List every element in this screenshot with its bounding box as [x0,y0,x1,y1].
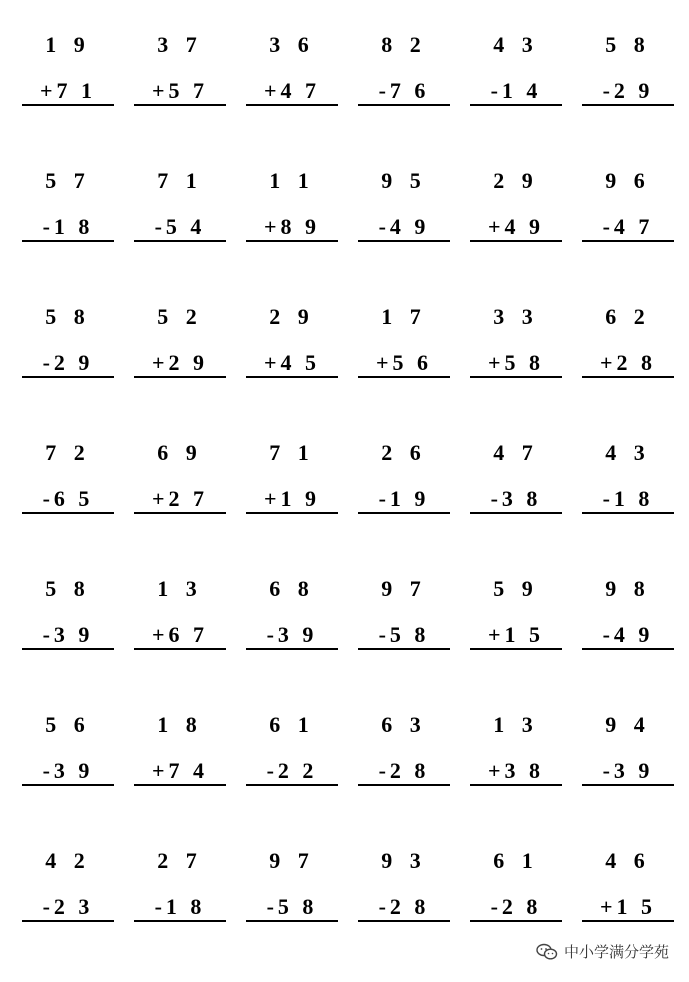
problem-top-number: 1 9 [45,32,91,57]
problem [470,28,562,118]
problem-top-number: 2 6 [381,440,427,465]
problem-operation: +1 9 [246,486,338,514]
problem [246,844,338,934]
problem [470,708,562,798]
problem-top-number: 9 7 [269,848,315,873]
problem-operation: +4 7 [246,78,338,106]
watermark-text: 中小学满分学苑 [563,943,669,961]
problem-top-number: 5 8 [45,304,91,329]
problem-top-number: 9 5 [381,168,427,193]
problem-top-number: 1 8 [157,712,203,737]
problem-top-number: 3 3 [493,304,539,329]
problem-top-number: 5 6 [45,712,91,737]
problem-top-number: 3 7 [157,32,203,57]
problem-top-number: 2 9 [493,168,539,193]
problem-top-number: 1 1 [269,168,315,193]
problem-operation: -1 8 [134,894,226,922]
problem [22,572,114,662]
problem-operation: -5 8 [246,894,338,922]
problem-operation: -3 9 [582,758,674,786]
problem-operation: +1 5 [582,894,674,922]
problem [358,844,450,934]
problem-top-number: 4 2 [45,848,91,873]
problem-operation: -3 9 [22,622,114,650]
problem-top-number: 8 2 [381,32,427,57]
problem-top-number: 5 9 [493,576,539,601]
problem-top-number: 1 7 [381,304,427,329]
problem-top-number: 6 3 [381,712,427,737]
problem [246,28,338,118]
problem [246,708,338,798]
problem-top-number: 6 2 [605,304,651,329]
problem [582,164,674,254]
problem-top-number: 9 8 [605,576,651,601]
problem-operation: -1 4 [470,78,562,106]
problem-top-number: 6 1 [269,712,315,737]
problem-operation: +2 8 [582,350,674,378]
problem [470,164,562,254]
problem-top-number: 3 6 [269,32,315,57]
problem [22,436,114,526]
problem-operation: -2 8 [358,894,450,922]
problem [358,708,450,798]
problem-operation: +1 5 [470,622,562,650]
problem-top-number: 9 3 [381,848,427,873]
problem [246,436,338,526]
problem-operation: +5 7 [134,78,226,106]
problem-top-number: 7 1 [157,168,203,193]
problem-operation: -2 8 [470,894,562,922]
problem [134,572,226,662]
problem-operation: -4 9 [358,214,450,242]
problem-top-number: 7 1 [269,440,315,465]
problem-operation: +3 8 [470,758,562,786]
worksheet-grid [22,28,672,980]
problem-operation: -7 6 [358,78,450,106]
problem-top-number: 4 6 [605,848,651,873]
problem-top-number: 1 3 [493,712,539,737]
problem-operation: +2 7 [134,486,226,514]
problem-operation: +8 9 [246,214,338,242]
problem-operation: -2 8 [358,758,450,786]
watermark [536,941,669,962]
problem-operation: -4 7 [582,214,674,242]
problem [22,164,114,254]
problem [246,164,338,254]
problem-top-number: 6 1 [493,848,539,873]
problem [358,436,450,526]
problem-top-number: 9 7 [381,576,427,601]
problem-operation: +6 7 [134,622,226,650]
problem-operation: -2 2 [246,758,338,786]
problem-top-number: 5 2 [157,304,203,329]
problem [470,572,562,662]
problem-row [22,708,672,844]
problem [246,300,338,390]
problem [358,572,450,662]
problem [582,28,674,118]
problem [358,300,450,390]
problem [358,28,450,118]
problem-operation: -5 8 [358,622,450,650]
problem-operation: -1 8 [582,486,674,514]
problem-operation: +4 9 [470,214,562,242]
problem-operation: +5 8 [470,350,562,378]
problem-operation: +7 1 [22,78,114,106]
problem [582,844,674,934]
problem-top-number: 1 3 [157,576,203,601]
problem [134,300,226,390]
problem-operation: -1 9 [358,486,450,514]
problem-top-number: 9 6 [605,168,651,193]
problem [134,844,226,934]
problem [470,300,562,390]
problem [134,436,226,526]
problem-top-number: 2 7 [157,848,203,873]
problem [22,300,114,390]
problem [22,844,114,934]
problem-operation: +7 4 [134,758,226,786]
problem [22,708,114,798]
problem [582,572,674,662]
problem-row [22,572,672,708]
problem-top-number: 5 8 [45,576,91,601]
problem [134,708,226,798]
problem-operation: -6 5 [22,486,114,514]
problem [582,300,674,390]
problem [470,844,562,934]
problem-operation: -2 3 [22,894,114,922]
problem-top-number: 4 3 [605,440,651,465]
problem-operation: -1 8 [22,214,114,242]
problem-top-number: 4 7 [493,440,539,465]
problem [134,164,226,254]
problem-operation: -3 8 [470,486,562,514]
problem [582,708,674,798]
problem-top-number: 2 9 [269,304,315,329]
problem-top-number: 6 8 [269,576,315,601]
problem [470,436,562,526]
problem-row [22,28,672,164]
problem-operation: +4 5 [246,350,338,378]
problem [22,28,114,118]
problem-top-number: 5 7 [45,168,91,193]
problem [582,436,674,526]
problem-row [22,300,672,436]
wechat-icon [536,943,558,961]
problem-row [22,436,672,572]
problem-top-number: 9 4 [605,712,651,737]
problem-operation: -2 9 [582,78,674,106]
problem-top-number: 5 8 [605,32,651,57]
problem-operation: +5 6 [358,350,450,378]
problem-operation: -2 9 [22,350,114,378]
problem [246,572,338,662]
problem-operation: -3 9 [246,622,338,650]
problem-operation: -4 9 [582,622,674,650]
problem-top-number: 4 3 [493,32,539,57]
problem [358,164,450,254]
problem-top-number: 7 2 [45,440,91,465]
problem-row [22,164,672,300]
problem-top-number: 6 9 [157,440,203,465]
problem-operation: -5 4 [134,214,226,242]
problem-operation: -3 9 [22,758,114,786]
problem-operation: +2 9 [134,350,226,378]
problem [134,28,226,118]
